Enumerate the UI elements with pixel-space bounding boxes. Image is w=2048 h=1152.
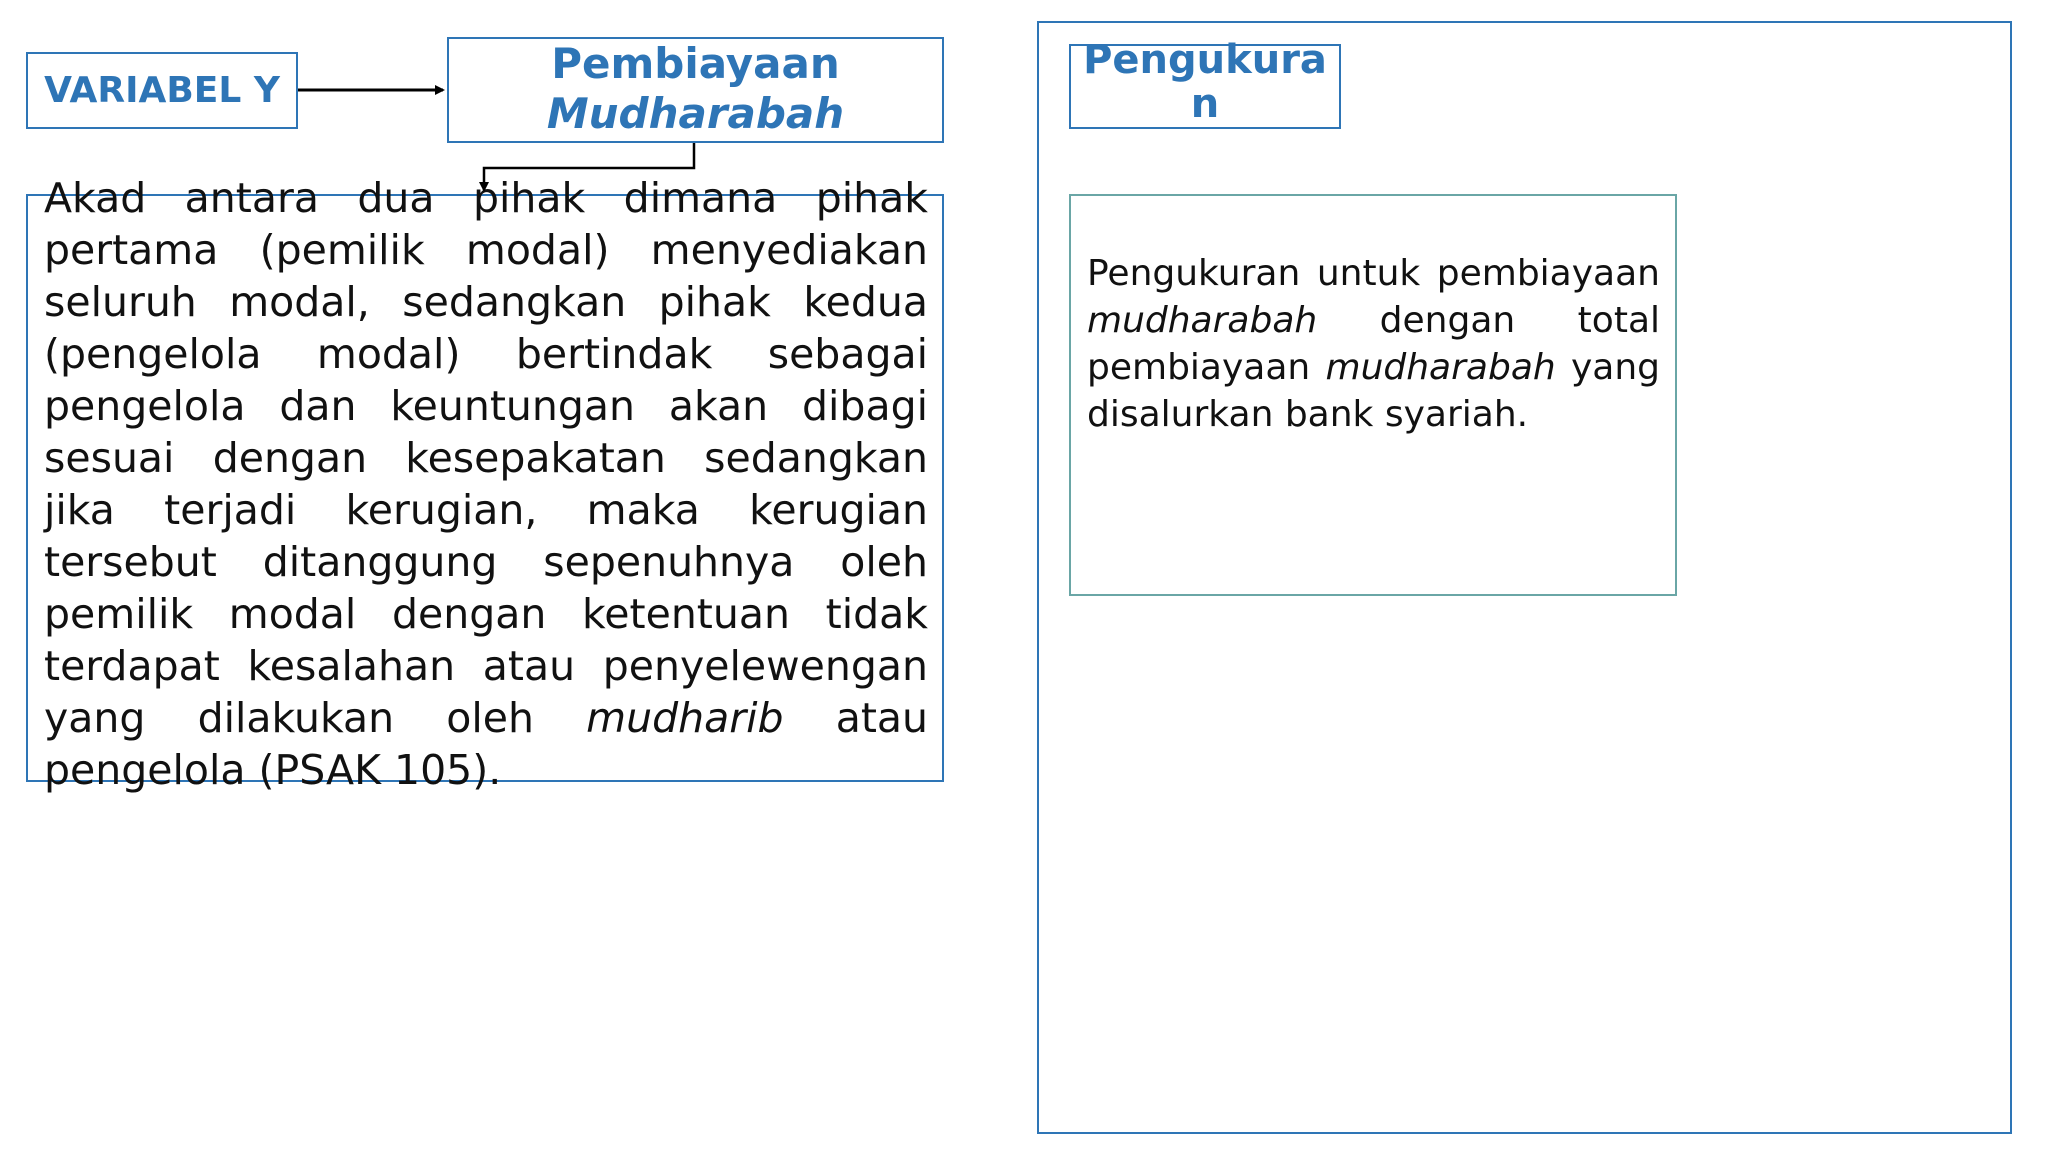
variable-title-line2: Mudharabah <box>546 89 845 138</box>
measurement-title-box <box>1069 37 1341 129</box>
measurement-part1: Pengukuran untuk pembiayaan <box>1087 253 1660 294</box>
measurement-title: Pengukuran <box>1083 37 1327 127</box>
measurement-part3: yang disalurkan bank syariah. <box>1087 347 1660 435</box>
measurement-italic1: mudharabah <box>1087 300 1318 341</box>
measurement-italic2: mudharabah <box>1325 347 1556 388</box>
definition-part2: atau pengelola (PSAK 105). <box>44 694 929 794</box>
definition-part1: Akad antara dua pihak dimana pihak pertama (pemilik modal) menyediakan seluruh modal, sedangkan pihak kedua (pengelola modal) bertindak sebagai pengelola dan keuntungan akan dibagi sesuai dengan kesepakatan sedangkan jika terjadi kerugian, maka kerugian tersebut ditanggung sepenuhnya oleh pemilik modal dengan ketentuan tidak terdapat kesalahan atau penyelewengan yang dilakukan oleh <box>44 174 928 742</box>
measurement-part2: dengan total pembiayaan <box>1087 300 1660 388</box>
variable-label-text: VARIABEL Y <box>44 70 280 111</box>
arrow-title-to-definition <box>484 143 694 190</box>
definition-italic-term: mudharib <box>586 694 784 742</box>
variable-title-line1: Pembiayaan <box>551 39 840 88</box>
measurement-text <box>1087 250 1660 438</box>
